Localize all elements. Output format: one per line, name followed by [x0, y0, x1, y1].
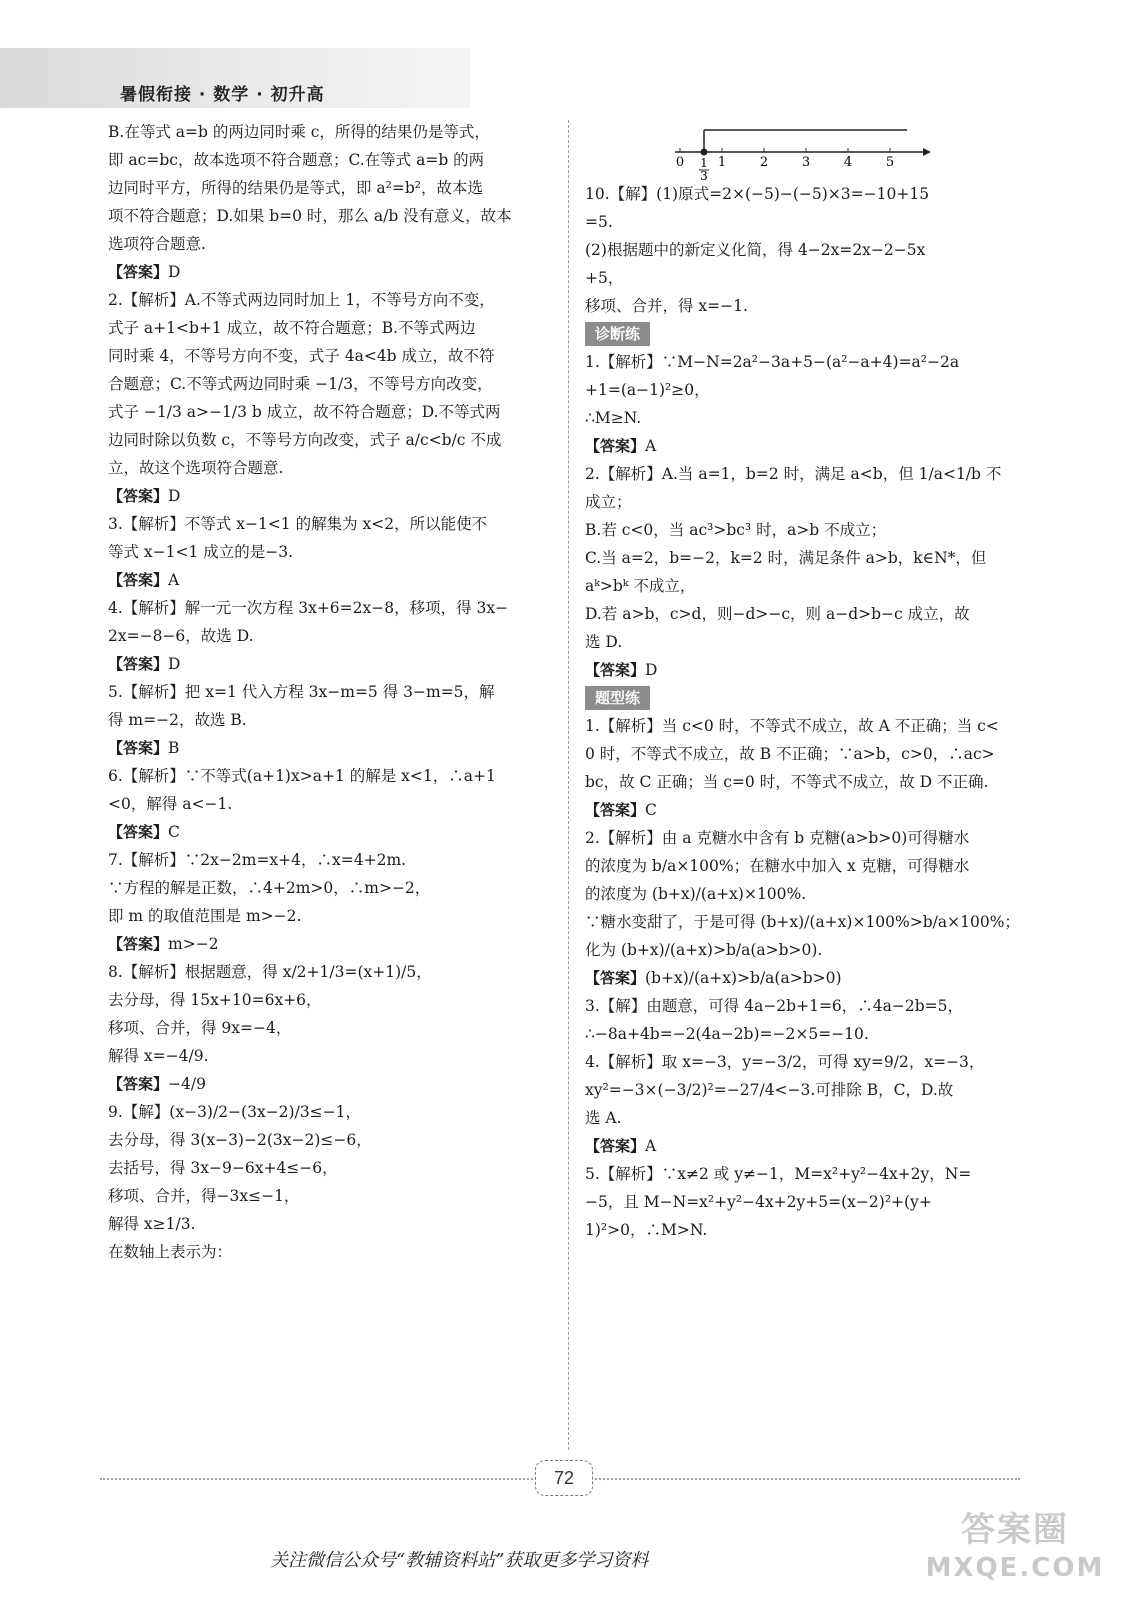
text-line: 3.【解析】不等式 x−1<1 的解集为 x<2，所以能使不	[108, 515, 488, 533]
answer-line	[108, 566, 558, 594]
answer-line	[585, 796, 1035, 824]
text-line: 解得 x=−4/9.	[108, 1047, 209, 1065]
answer-line	[585, 1132, 1035, 1160]
text-line: B.若 c<0，当 ac³>bc³ 时，a>b 不成立；	[585, 521, 887, 539]
answer-label: 【答案】	[585, 801, 646, 819]
text-line: 选项符合题意.	[108, 235, 206, 253]
answer-label: 【答案】	[108, 1075, 169, 1093]
answer-label: 【答案】	[585, 969, 646, 987]
text-line: <0，解得 a<−1.	[108, 795, 233, 813]
point-label-numerator: 1	[700, 156, 708, 170]
number-line-figure	[585, 118, 1035, 180]
answer-line	[585, 432, 1035, 460]
text-line: 1.【解析】∵M−N=2a²−3a+5−(a²−a+4)=a²−2a	[585, 353, 960, 371]
answer-value: C	[645, 801, 657, 819]
text-line: 0 时，不等式不成立，故 B 不正确；∵a>b，c>0，∴ac>	[585, 745, 995, 763]
text-line: ∵糖水变甜了，于是可得 (b+x)/(a+x)×100%>b/a×100%；	[585, 913, 1020, 931]
number-line-tick-label: 0	[675, 155, 685, 170]
text-line: 立，故这个选项符合题意.	[108, 459, 284, 477]
text-line: 即 ac=bc，故本选项不符合题意；C.在等式 a=b 的两	[108, 151, 485, 169]
text-line: 7.【解析】∵2x−2m=x+4，∴x=4+2m.	[108, 851, 407, 869]
answer-label: 【答案】	[108, 487, 169, 505]
answer-value: A	[645, 437, 657, 455]
answer-value: A	[645, 1137, 657, 1155]
answer-label: 【答案】	[108, 739, 169, 757]
answer-label: 【答案】	[108, 263, 169, 281]
text-line: 6.【解析】∵不等式(a+1)x>a+1 的解是 x<1，∴a+1	[108, 767, 496, 785]
text-line: 式子 −1/3 a>−1/3 b 成立，故不符合题意；D.不等式两	[108, 403, 501, 421]
solution-point	[701, 149, 708, 156]
text-line: 移项、合并，得 9x=−4，	[108, 1019, 292, 1037]
section-tag: 题型练	[585, 686, 650, 710]
text-line: 去分母，得 15x+10=6x+6，	[108, 991, 322, 1009]
text-line: 等式 x−1<1 成立的是−3.	[108, 543, 294, 561]
answer-line	[108, 734, 558, 762]
answer-line	[108, 258, 558, 286]
number-line-tick-label: 4	[843, 155, 853, 170]
footer-note: 关注微信公众号“教辅资料站”获取更多学习资料	[270, 1550, 649, 1571]
answer-label: 【答案】	[585, 437, 646, 455]
text-line: 5.【解析】∵x≠2 或 y≠−1，M=x²+y²−4x+2y，N=	[585, 1165, 972, 1183]
text-line: xy²=−3×(−3/2)²=−27/4<−3.可排除 B，C，D.故	[585, 1081, 954, 1099]
page-number: 72	[535, 1460, 593, 1496]
number-line-tick-label: 2	[759, 155, 769, 170]
number-line-tick-label: 3	[801, 155, 811, 170]
text-line: 成立；	[585, 493, 632, 511]
text-line: 化为 (b+x)/(a+x)>b/a(a>b>0).	[585, 941, 823, 959]
section-tag-row	[585, 320, 1035, 348]
answer-value: (b+x)/(a+x)>b/a(a>b>0)	[645, 969, 842, 987]
text-line: 2x=−8−6，故选 D.	[108, 627, 254, 645]
answer-label: 【答案】	[108, 823, 169, 841]
answer-line	[585, 964, 1035, 992]
text-line: aᵏ>bᵏ 不成立，	[585, 577, 696, 595]
number-line-arrow	[923, 148, 931, 156]
text-line: =5.	[585, 213, 613, 231]
left-column	[108, 118, 558, 1266]
text-line: 同时乘 4，不等号方向不变，式子 4a<4b 成立，故不符	[108, 347, 495, 365]
text-line: 4.【解析】解一元一次方程 3x+6=2x−8，移项，得 3x−	[108, 599, 509, 617]
header-title: 暑假衔接 · 数学 · 初升高	[120, 85, 325, 105]
answer-value: A	[168, 571, 180, 589]
text-line: 在数轴上表示为：	[108, 1243, 233, 1261]
text-line: (2)根据题中的新定义化简，得 4−2x=2x−2−5x	[585, 241, 926, 259]
number-line-svg	[675, 118, 935, 180]
text-line: 移项、合并，得−3x≤−1，	[108, 1187, 300, 1205]
text-line: 3.【解】由题意，可得 4a−2b+1=6，∴4a−2b=5，	[585, 997, 964, 1015]
answer-label: 【答案】	[585, 1137, 646, 1155]
text-line: 选 A.	[585, 1109, 622, 1127]
answer-value: D	[168, 263, 181, 281]
answer-value: D	[168, 655, 181, 673]
section-tag: 诊断练	[585, 322, 650, 346]
text-line: 去分母，得 3(x−3)−2(3x−2)≤−6，	[108, 1131, 372, 1149]
text-line: 得 m=−2，故选 B.	[108, 711, 247, 729]
watermark	[900, 1508, 1130, 1592]
answer-line	[585, 656, 1035, 684]
answer-line	[108, 1070, 558, 1098]
answer-value: D	[645, 661, 658, 679]
watermark-logo: 答案圈	[961, 1510, 1069, 1550]
answer-line	[108, 650, 558, 678]
answer-value: B	[168, 739, 180, 757]
answer-label: 【答案】	[108, 935, 169, 953]
text-line: 2.【解析】A.当 a=1，b=2 时，满足 a<b，但 1/a<1/b 不	[585, 465, 1002, 483]
text-line: +1=(a−1)²≥0，	[585, 381, 710, 399]
answer-value: −4/9	[168, 1075, 206, 1093]
text-line: 2.【解析】A.不等式两边同时加上 1，不等号方向不变，	[108, 291, 495, 309]
text-line: 5.【解析】把 x=1 代入方程 3x−m=5 得 3−m=5，解	[108, 683, 495, 701]
answer-label: 【答案】	[585, 661, 646, 679]
text-line: 的浓度为 b/a×100%；在糖水中加入 x 克糖，可得糖水	[585, 857, 970, 875]
text-line: 边同时除以负数 c，不等号方向改变，式子 a/c<b/c 不成	[108, 431, 502, 449]
text-line: 移项、合并，得 x=−1.	[585, 297, 748, 315]
text-line: 的浓度为 (b+x)/(a+x)×100%.	[585, 885, 807, 903]
text-line: 8.【解析】根据题意，得 x/2+1/3=(x+1)/5，	[108, 963, 432, 981]
text-line: 9.【解】(x−3)/2−(3x−2)/3≤−1，	[108, 1103, 362, 1121]
number-line-tick-label: 5	[885, 155, 895, 170]
watermark-url: MXQE.COM	[925, 1553, 1105, 1583]
text-line: 1)²>0，∴M>N.	[585, 1221, 708, 1239]
text-line: ∴−8a+4b=−2(4a−2b)=−2×5=−10.	[585, 1025, 869, 1043]
text-line: 式子 a+1<b+1 成立，故不符合题意；B.不等式两边	[108, 319, 476, 337]
text-line: 去括号，得 3x−9−6x+4≤−6，	[108, 1159, 338, 1177]
text-line: 选 D.	[585, 633, 623, 651]
text-line: 10.【解】(1)原式=2×(−5)−(−5)×3=−10+15	[585, 185, 930, 203]
text-line: 2.【解析】由 a 克糖水中含有 b 克糖(a>b>0)可得糖水	[585, 829, 970, 847]
answer-value: m>−2	[168, 935, 219, 953]
point-label-denominator: 3	[700, 169, 708, 180]
answer-line	[108, 930, 558, 958]
text-line: bc，故 C 正确；当 c=0 时，不等式不成立，故 D 不正确.	[585, 773, 989, 791]
answer-value: D	[168, 487, 181, 505]
text-line: 合题意；C.不等式两边同时乘 −1/3，不等号方向改变，	[108, 375, 493, 393]
text-line: ∵方程的解是正数，∴4+2m>0，∴m>−2，	[108, 879, 431, 897]
right-column	[585, 118, 1035, 1244]
text-line: 解得 x≥1/3.	[108, 1215, 196, 1233]
answer-line	[108, 818, 558, 846]
answer-label: 【答案】	[108, 571, 169, 589]
answer-line	[108, 482, 558, 510]
text-line: 即 m 的取值范围是 m>−2.	[108, 907, 302, 925]
text-line: D.若 a>b，c>d，则−d>−c，则 a−d>b−c 成立，故	[585, 605, 970, 623]
text-line: 4.【解析】取 x=−3，y=−3/2，可得 xy=9/2，x=−3，	[585, 1053, 985, 1071]
answer-label: 【答案】	[108, 655, 169, 673]
text-line: 项不符合题意；D.如果 b=0 时，那么 a/b 没有意义，故本	[108, 207, 512, 225]
text-line: 边同时平方，所得的结果仍是等式，即 a²=b²，故本选	[108, 179, 484, 197]
text-line: C.当 a=2，b=−2，k=2 时，满足条件 a>b，k∈N*，但	[585, 549, 987, 567]
text-line: ∴M≥N.	[585, 409, 642, 427]
section-tag-row	[585, 684, 1035, 712]
text-line: B.在等式 a=b 的两边同时乘 c，所得的结果仍是等式，	[108, 123, 490, 141]
answer-value: C	[168, 823, 180, 841]
column-divider	[568, 120, 569, 1450]
text-line: −5，且 M−N=x²+y²−4x+2y+5=(x−2)²+(y+	[585, 1193, 932, 1211]
text-line: +5，	[585, 269, 624, 287]
number-line-tick-label: 1	[717, 155, 727, 170]
text-line: 1.【解析】当 c<0 时，不等式不成立，故 A 不正确；当 c<	[585, 717, 999, 735]
